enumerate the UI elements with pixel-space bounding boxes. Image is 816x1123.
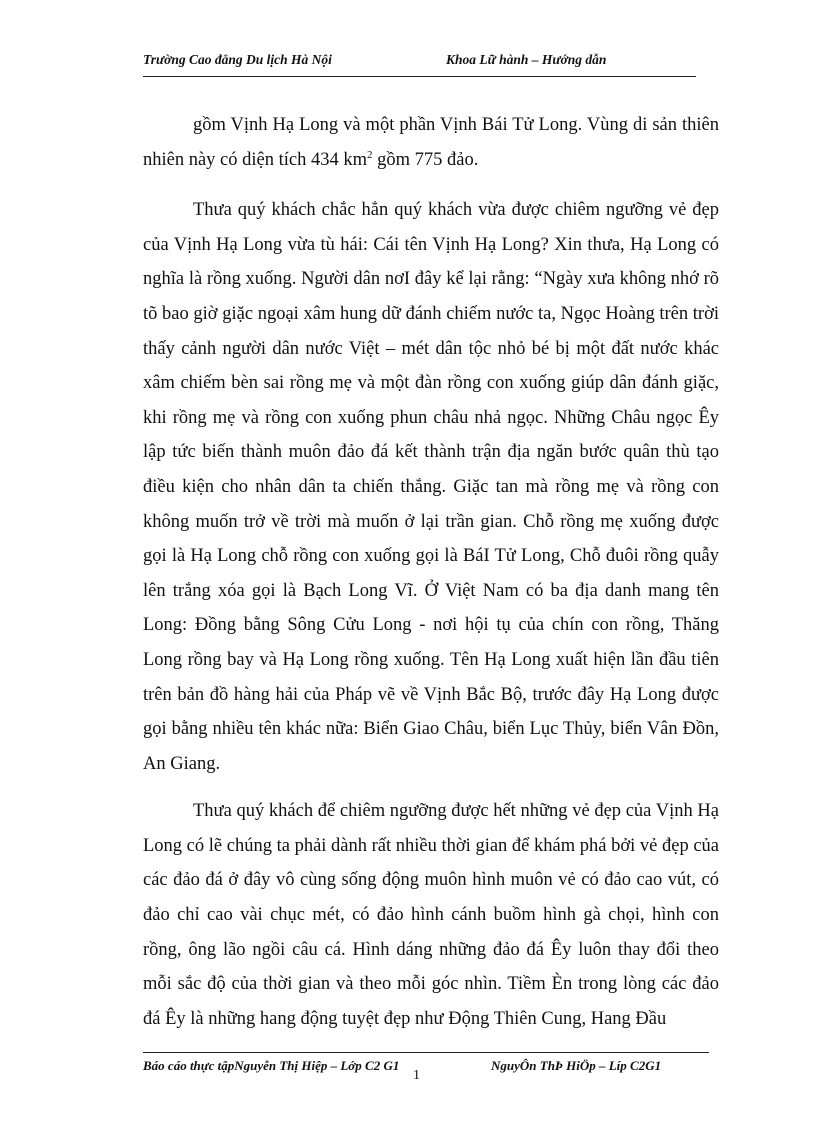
paragraph-1-text-b: gồm 775 đảo. [372, 149, 479, 170]
superscript-2: 2 [367, 148, 373, 161]
header-divider [143, 76, 696, 77]
footer-divider [143, 1052, 709, 1053]
document-body [143, 108, 719, 1036]
paragraph-1-text-a: gồm Vịnh Hạ Long và một phần Vịnh Bái Tử Long. Vùng di sản thiên nhiên này có diện tích 434 km [143, 115, 719, 170]
header-school-name: Trường Cao đẳng Du lịch Hà Nội [143, 52, 332, 67]
page-header [143, 52, 696, 76]
footer-author-name: NguyÔn ThÞ HiÖp – Líp C2G1 [491, 1058, 662, 1073]
page-number: 1 [413, 1068, 420, 1083]
paragraph-1 [143, 108, 719, 177]
footer-report-author: Báo cáo thực tậpNguyễn Thị Hiệp – Lớp C2 G1 [143, 1058, 400, 1073]
paragraph-3: Thưa quý khách để chiêm ngưỡng được hết những vẻ đẹp của Vịnh Hạ Long có lẽ chúng ta phải dành rất nhiều thời gian để khám phá bởi vẻ đẹp của các đảo đá ở đây vô cùng sống động muôn hình muôn vẻ có đảo cao vút, có đảo chỉ cao vài chục mét, có đảo hình cánh buồm hình gà chọi, hình con rồng, ông lão ngồi câu cá. Hình dáng những đảo đá Êy luôn thay đổi theo mỗi sắc độ của thời gian và theo mỗi góc nhìn. Tiềm Èn trong lòng các đảo đá Êy là những hang động tuyệt đẹp như Động Thiên Cung, Hang Đầu [143, 801, 719, 1029]
paragraph-2: Thưa quý khách chắc hẳn quý khách vừa được chiêm ngưỡng vẻ đẹp của Vịnh Hạ Long vừa tù hái: Cái tên Vịnh Hạ Long? Xin thưa, Hạ Long có nghĩa là rồng xuống. Người dân nơI đây kể lại rằng: “Ngày xưa không nhớ rõ tõ bao giờ giặc ngoại xâm hung dữ đánh chiếm nước ta, Ngọc Hoàng trên trời thấy cảnh người dân nước Việt – mét dân tộc nhỏ bé bị một đất nước khác xâm chiếm bèn sai rồng mẹ và một đàn rồng con xuống giúp dân đánh giặc, khi rồng mẹ và rồng con xuống phun châu nhả ngọc. Những Châu ngọc Êy lập tức biến thành muôn đảo đá kết thành trận địa ngăn bước quân thù tạo điều kiện cho nhân dân ta chiến thắng. Giặc tan mà rồng mẹ và rồng con không muốn trở về trời mà muốn ở lại trần gian. Chỗ rồng mẹ xuống được gọi là Hạ Long chỗ rồng con xuống gọi là BáI Tử Long, Chỗ đuôi rồng quẫy lên trắng xóa gọi là Bạch Long Vĩ. Ở Việt Nam có ba địa danh mang tên Long: Đồng bằng Sông Cửu Long - nơi hội tụ của chín con rồng, Thăng Long rồng bay và Hạ Long rồng xuống. Tên Hạ Long xuất hiện lần đầu tiên trên bản đồ hàng hải của Pháp vẽ về Vịnh Bắc Bộ, trước đây Hạ Long được gọi bằng nhiều tên khác nữa: Biển Giao Châu, biển Lục Thủy, biển Vân Đồn, An Giang. [143, 200, 719, 774]
header-faculty-name: Khoa Lữ hành – Hướng dẫn [446, 52, 607, 67]
page-footer [143, 1058, 709, 1078]
